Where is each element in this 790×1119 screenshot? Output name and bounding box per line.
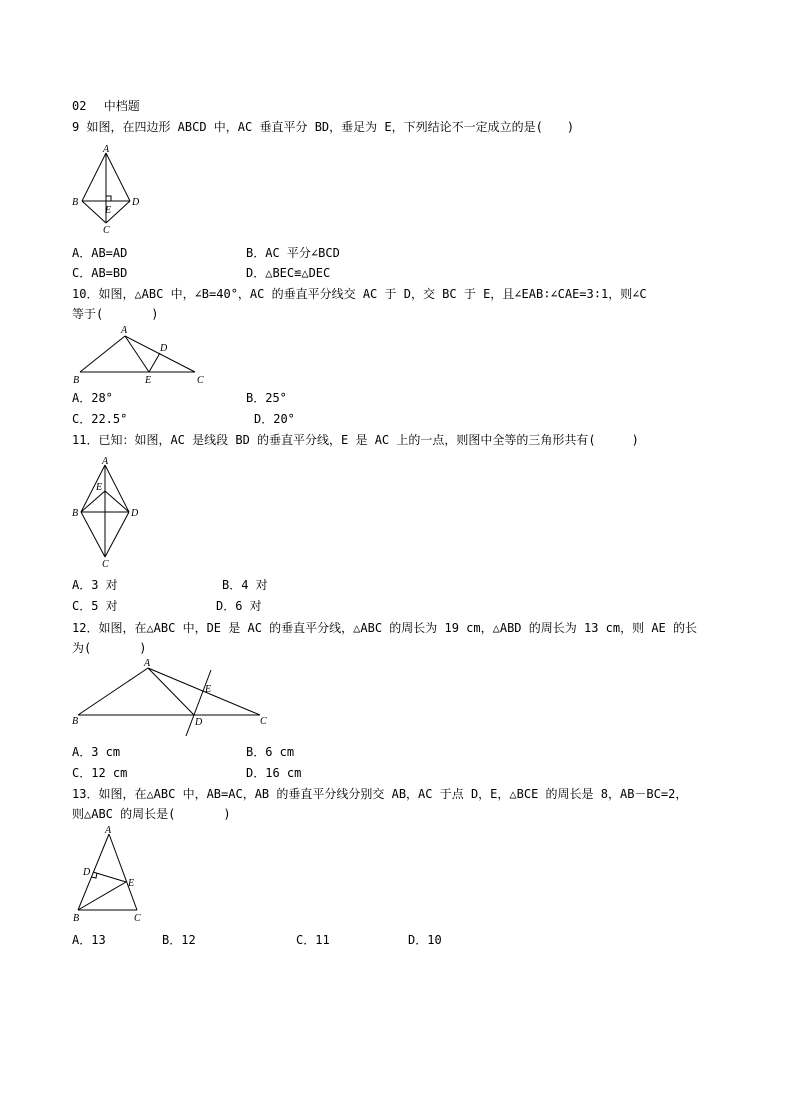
- q12-label-a: A: [144, 658, 151, 669]
- q10-option-d[interactable]: D．20°: [254, 412, 295, 426]
- q9-option-a[interactable]: A．AB=AD: [72, 246, 128, 260]
- section-heading: [72, 99, 140, 114]
- question-11-figure: [70, 455, 150, 569]
- question-11-stem: 11．已知：如图，AC 是线段 BD 的垂直平分线，E 是 AC 上的一点，则图中全等的三角形共有( ): [72, 433, 639, 447]
- q11-label-a: A: [102, 456, 109, 467]
- q12-label-b: B: [72, 716, 79, 727]
- q9-option-d[interactable]: D．△BEC≌△DEC: [246, 266, 331, 280]
- q12-label-e: E: [205, 684, 212, 695]
- q11-label-e: E: [96, 482, 103, 493]
- q10-label-e: E: [145, 375, 152, 386]
- q13-label-b: B: [73, 913, 80, 924]
- q11-option-a[interactable]: A．3 对: [72, 578, 118, 592]
- q9-option-b[interactable]: B．AC 平分∠BCD: [246, 246, 340, 260]
- q13-option-c[interactable]: C．11: [296, 933, 330, 947]
- q12-option-a[interactable]: A．3 cm: [72, 745, 121, 759]
- q10-label-d: D: [160, 343, 168, 354]
- question-10-figure: [70, 324, 210, 388]
- q11-option-b[interactable]: B．4 对: [222, 578, 268, 592]
- question-10-stem: 10．如图，△ABC 中，∠B=40°，AC 的垂直平分线交 AC 于 D，交 BC 于 E，且∠EAB∶∠CAE=3∶1，则∠C: [72, 287, 647, 301]
- q12-label-c: C: [260, 716, 267, 727]
- q10-label-b: B: [73, 375, 80, 386]
- question-12-figure: [70, 656, 280, 740]
- question-12-stem-cont: 为( ): [72, 641, 147, 655]
- q11-label-c: C: [102, 559, 109, 570]
- q10-option-a[interactable]: A．28°: [72, 391, 113, 405]
- q10-label-c: C: [197, 375, 204, 386]
- q10-option-b[interactable]: B．25°: [246, 391, 287, 405]
- section-title: 中档题: [103, 99, 140, 113]
- q12-option-b[interactable]: B．6 cm: [246, 745, 295, 759]
- q12-option-d[interactable]: D．16 cm: [246, 766, 302, 780]
- q12-option-c[interactable]: C．12 cm: [72, 766, 128, 780]
- question-9-stem: 9 如图，在四边形 ABCD 中，AC 垂直平分 BD，垂足为 E，下列结论不一定成立的是( ): [72, 120, 575, 134]
- question-9-figure: [70, 143, 150, 235]
- section-number: 02: [72, 99, 87, 113]
- q9-label-e: E: [105, 205, 112, 216]
- q13-label-d: D: [83, 867, 91, 878]
- q11-label-d: D: [131, 508, 139, 519]
- question-10-stem-cont: 等于( ): [72, 307, 159, 321]
- q10-option-c[interactable]: C．22.5°: [72, 412, 128, 426]
- q13-option-d[interactable]: D．10: [408, 933, 442, 947]
- q9-option-c[interactable]: C．AB=BD: [72, 266, 128, 280]
- question-13-stem-cont: 则△ABC 的周长是( ): [72, 807, 231, 821]
- q11-option-c[interactable]: C．5 对: [72, 599, 118, 613]
- question-13-figure: [70, 826, 155, 926]
- q11-label-b: B: [72, 508, 79, 519]
- question-13-stem: 13．如图，在△ABC 中，AB=AC，AB 的垂直平分线分别交 AB，AC 于点 D，E，△BCE 的周长是 8，AB－BC=2，: [72, 787, 688, 801]
- question-12-stem: 12．如图，在△ABC 中，DE 是 AC 的垂直平分线，△ABC 的周长为 19 cm，△ABD 的周长为 13 cm，则 AE 的长: [72, 621, 697, 635]
- q12-label-d: D: [195, 717, 203, 728]
- q10-label-a: A: [121, 325, 128, 336]
- q9-label-b: B: [72, 197, 79, 208]
- q9-label-a: A: [103, 144, 110, 155]
- q13-option-b[interactable]: B．12: [162, 933, 196, 947]
- q13-label-a: A: [105, 825, 112, 836]
- q9-label-d: D: [132, 197, 140, 208]
- q13-label-e: E: [128, 878, 135, 889]
- q9-label-c: C: [103, 225, 110, 236]
- q13-label-c: C: [134, 913, 141, 924]
- q13-option-a[interactable]: A．13: [72, 933, 106, 947]
- q11-option-d[interactable]: D．6 对: [216, 599, 262, 613]
